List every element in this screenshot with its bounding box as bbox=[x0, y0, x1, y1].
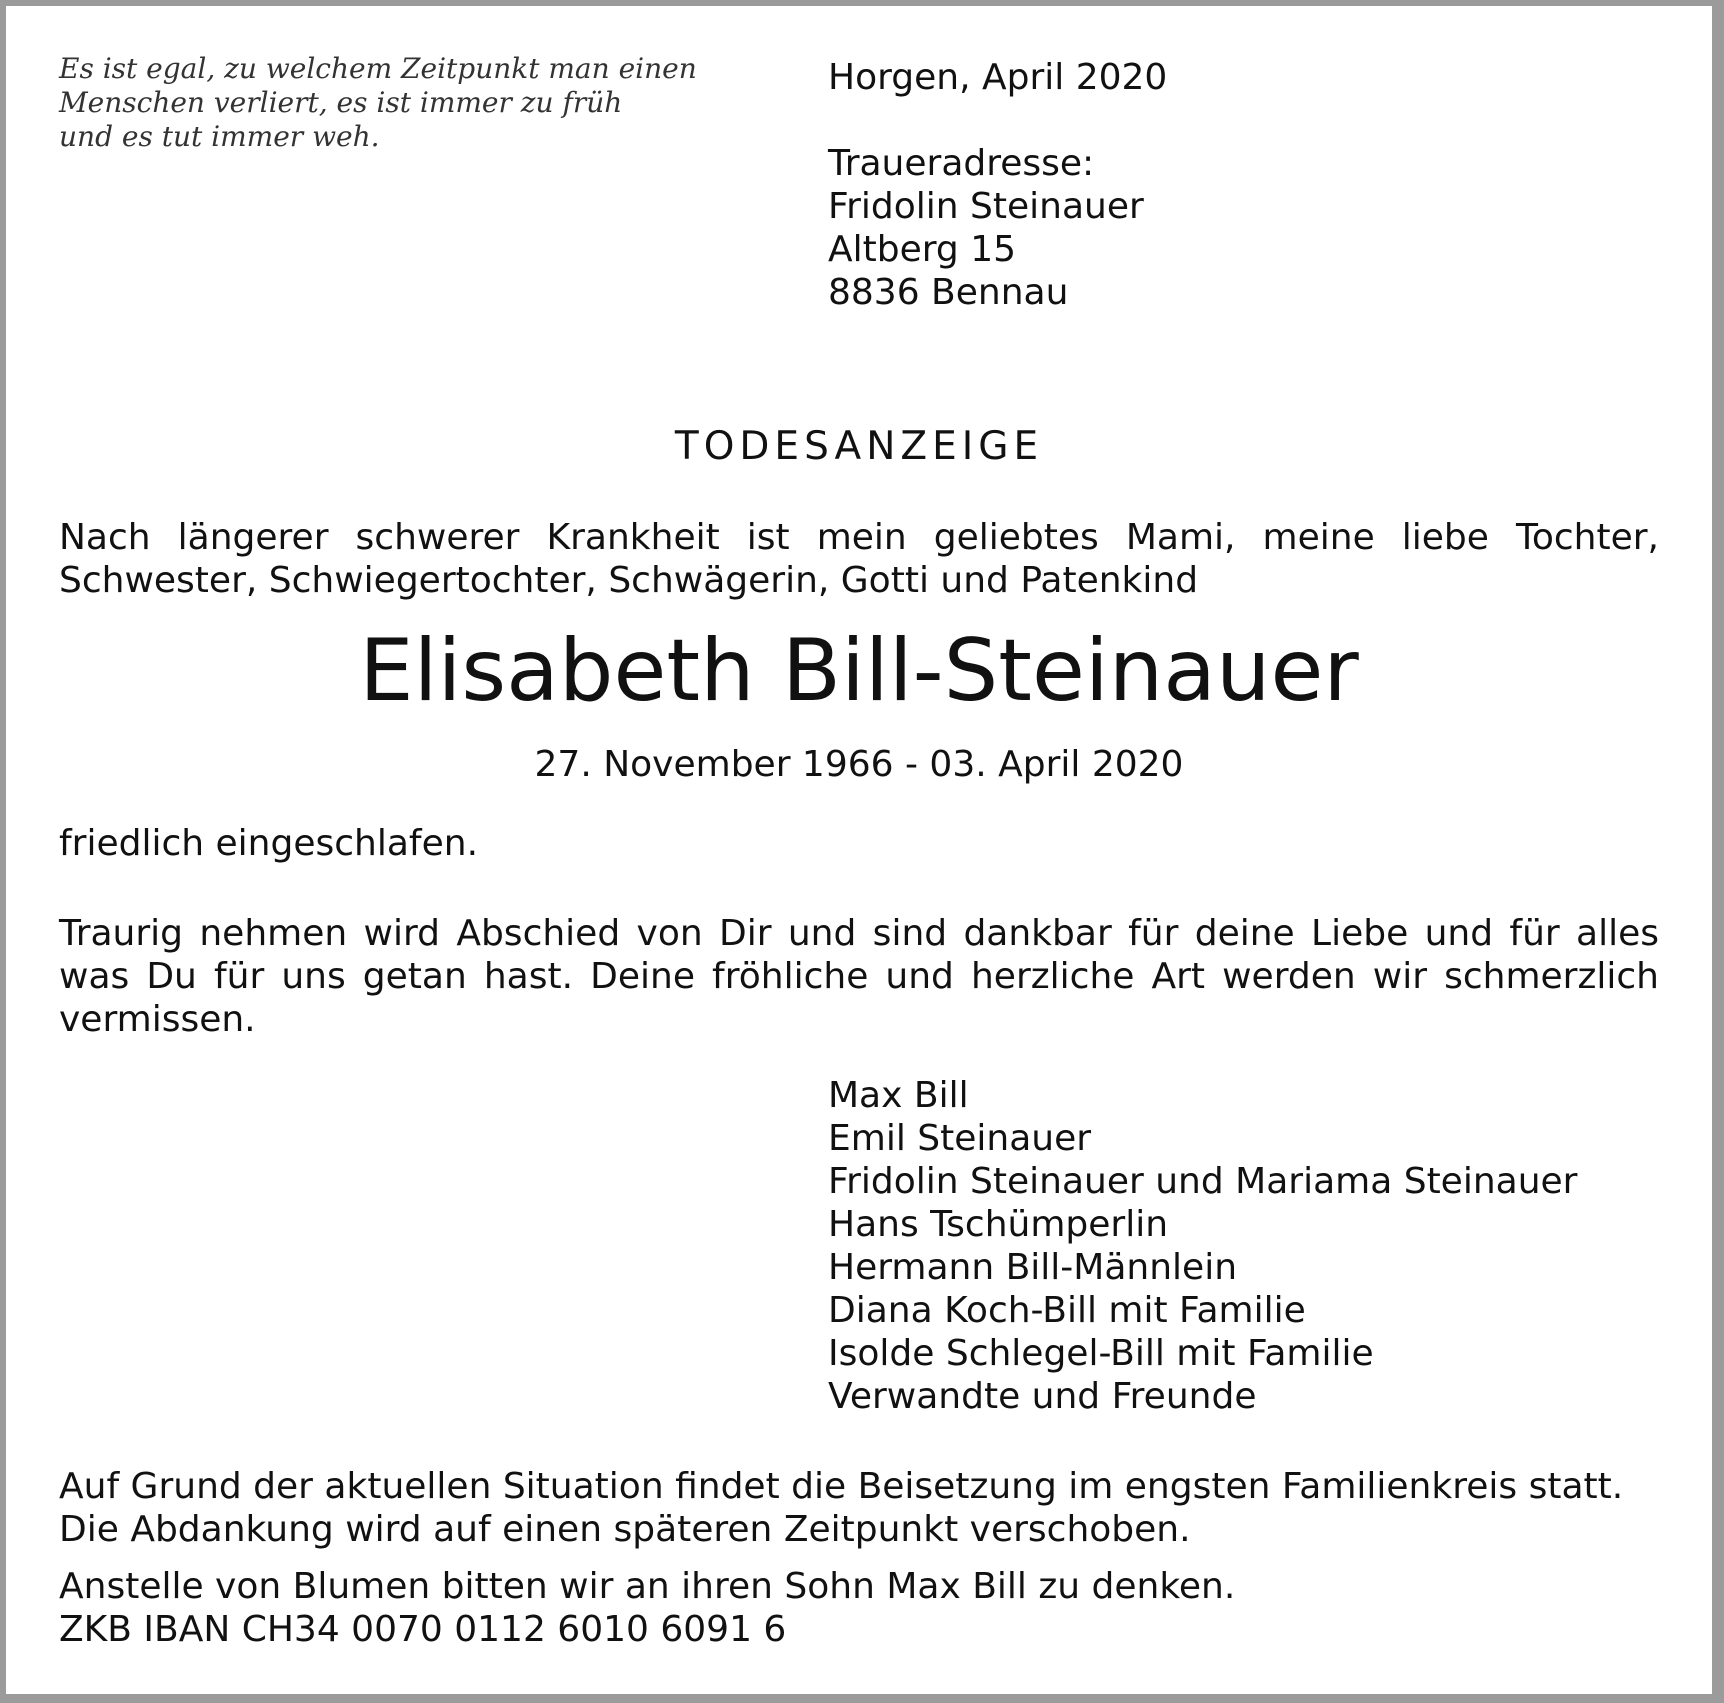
farewell-line: vermissen. bbox=[59, 999, 256, 1040]
address-name: Fridolin Steinauer bbox=[828, 186, 1144, 227]
life-dates: 27. November 1966 - 03. April 2020 bbox=[534, 744, 1184, 785]
address-street: Altberg 15 bbox=[828, 229, 1017, 270]
notice-line: Die Abdankung wird auf einen späteren Zeitpunkt verschoben. bbox=[59, 1509, 1191, 1550]
obituary-page bbox=[6, 6, 1712, 1694]
notice-line: Auf Grund der aktuellen Situation findet die Beisetzung im engsten Familienkreis statt. bbox=[59, 1466, 1624, 1507]
memorial-quote bbox=[59, 52, 697, 154]
quote-line: Es ist egal, zu welchem Zeitpunkt man einen bbox=[59, 52, 697, 85]
signer: Verwandte und Freunde bbox=[828, 1376, 1257, 1417]
deceased-name: Elisabeth Bill-Steinauer bbox=[359, 621, 1359, 721]
intro-line: Schwester, Schwiegertochter, Schwägerin, Gotti und Patenkind bbox=[59, 560, 1199, 601]
donation-line: Anstelle von Blumen bitten wir an ihren Sohn Max Bill zu denken. bbox=[59, 1566, 1236, 1607]
bank-iban: ZKB IBAN CH34 0070 0112 6010 6091 6 bbox=[59, 1609, 787, 1650]
intro-line: Nach längerer schwerer Krankheit ist mein geliebtes Mami, meine liebe Tochter, bbox=[59, 517, 1659, 558]
mourning-address bbox=[828, 142, 1144, 314]
ceremony-notice bbox=[59, 1465, 1699, 1551]
farewell-line: Traurig nehmen wird Abschied von Dir und sind dankbar für deine Liebe und für alles bbox=[59, 913, 1659, 954]
signer: Max Bill bbox=[828, 1075, 969, 1116]
address-city: 8836 Bennau bbox=[828, 272, 1069, 313]
address-label: Traueradresse: bbox=[828, 143, 1095, 184]
farewell-text bbox=[59, 912, 1659, 1041]
passed-text: friedlich eingeschlafen. bbox=[59, 823, 479, 864]
signer: Isolde Schlegel-Bill mit Familie bbox=[828, 1333, 1374, 1374]
donation-request bbox=[59, 1565, 1699, 1651]
signer: Hans Tschümperlin bbox=[828, 1204, 1169, 1245]
place-date: Horgen, April 2020 bbox=[828, 57, 1168, 98]
farewell-line: was Du für uns getan hast. Deine fröhliche und herzliche Art werden wir schmerzlich bbox=[59, 956, 1659, 997]
signer: Diana Koch-Bill mit Familie bbox=[828, 1290, 1306, 1331]
quote-line: Menschen verliert, es ist immer zu früh bbox=[59, 86, 623, 119]
signer: Emil Steinauer bbox=[828, 1118, 1092, 1159]
intro-text bbox=[59, 516, 1659, 602]
signers-list bbox=[828, 1074, 1577, 1418]
signer: Hermann Bill-Männlein bbox=[828, 1247, 1238, 1288]
announcement-heading: TODESANZEIGE bbox=[674, 424, 1044, 469]
quote-line: und es tut immer weh. bbox=[59, 120, 380, 153]
signer: Fridolin Steinauer und Mariama Steinauer bbox=[828, 1161, 1578, 1202]
